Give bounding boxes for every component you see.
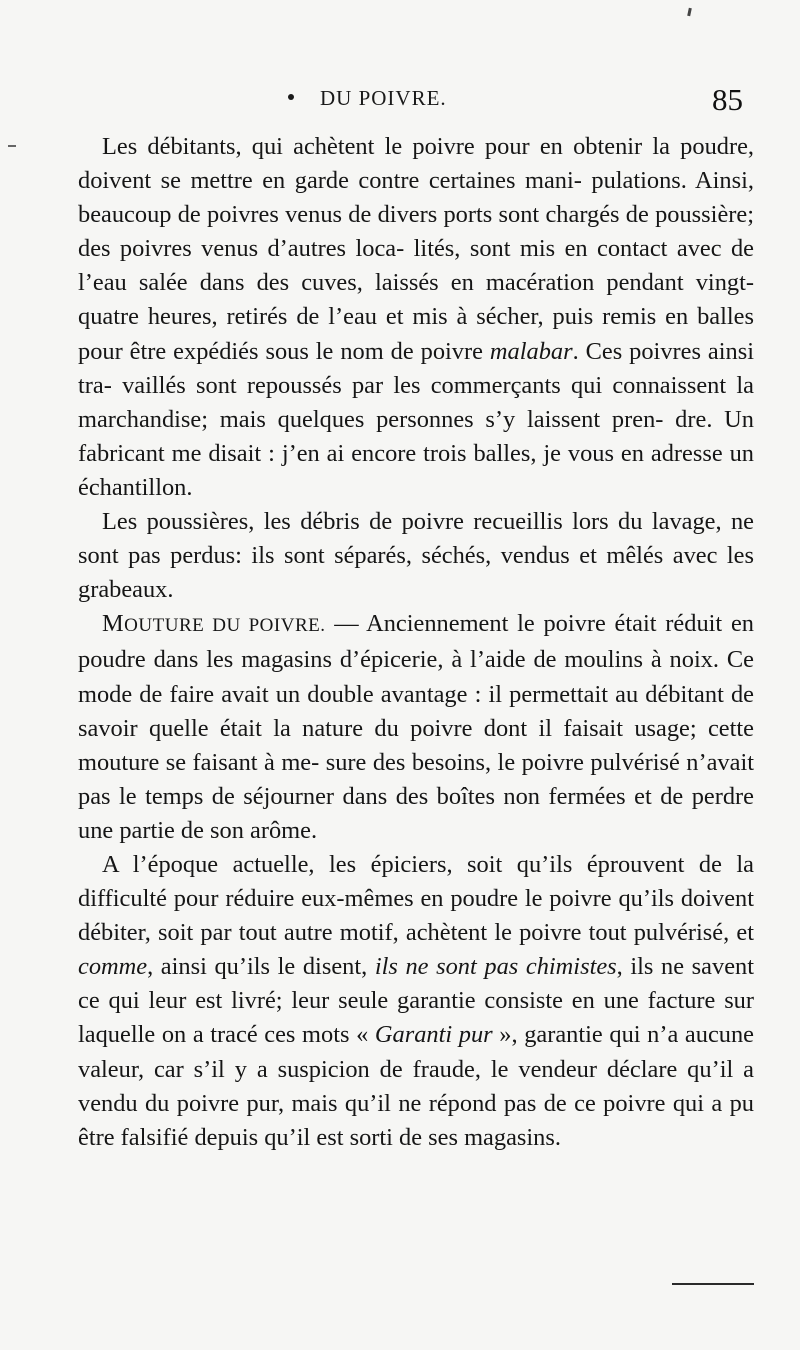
p4-text-a: A l’époque actuelle, les épiciers, soit qu’ils éprouvent de la difficulté pour réduire eux-mêmes en poudre le poivre qu’ils doivent débiter, soit par tout autre motif, achètent le poivre tout pulvérisé, et	[78, 850, 754, 947]
p1-text-f: dre. Un fabricant me disait : j’en ai encore trois balles, je vous en adresse un échantillon.	[78, 405, 754, 501]
underline-mark	[672, 1283, 754, 1285]
page-number: 85	[712, 82, 743, 117]
p1-text-e: vaillés sont repoussés par les commerçants qui connaissent la marchandise; mais quelques personnes s’y laissent pren-	[78, 371, 754, 433]
p4-italic-c: Garanti pur	[374, 1021, 493, 1049]
running-title: DU POIVRE.	[320, 86, 447, 110]
heading-rest-1: OUTURE	[124, 615, 205, 637]
body-text	[78, 130, 754, 1155]
paragraph-4	[78, 848, 754, 1155]
p4-italic-b: ils ne sont pas chimistes	[374, 953, 617, 981]
p4-text-d: », garantie qui n’a aucune valeur, car s’il y a suspicion de fraude, le vendeur déclare qu’il a vendu du poivre pur, mais qu’il ne répond pas de ce poivre qui a pu être falsifié depuis qu’il est sorti de ses magasins.	[78, 1021, 754, 1151]
p1-italic: malabar	[489, 337, 573, 365]
p4-text-b: , ainsi qu’ils le disent,	[147, 953, 375, 981]
corner-mark	[687, 8, 692, 16]
p3-text-b: sure des besoins, le poivre pulvérisé n’avait pas le temps de séjourner dans des boîtes non fermées et de perdre une partie de son arôme.	[78, 748, 755, 844]
paragraph-1	[78, 130, 754, 505]
p2-text: Les poussières, les débris de poivre recueillis lors du lavage, ne sont pas perdus: ils sont séparés, séchés, vendus et mêlés avec les grabeaux.	[78, 508, 754, 604]
p1-text-d: . Ces poivres ainsi tra-	[78, 337, 754, 399]
header-dot	[288, 94, 294, 100]
page-header	[0, 82, 800, 126]
heading-dash: —	[325, 610, 367, 638]
heading-mid: DU	[204, 615, 249, 637]
section-heading	[102, 610, 326, 638]
p1-text-b: pulations. Ainsi, beaucoup de poivres venus de divers ports sont chargés de poussière; des poivres venus d’autres loca-	[78, 167, 754, 263]
heading-cap: M	[102, 610, 125, 638]
paragraph-3	[78, 607, 754, 848]
p4-italic-a: comme	[78, 953, 148, 981]
p3-text: Anciennement le poivre était réduit en poudre dans les magasins d’épicerie, à l’aide de moulins à noix. Ce mode de faire avait un double avantage : il permettait au débitant de savoir quelle était la nature du poivre dont il faisait usage; cette mouture se faisant à me-	[78, 610, 754, 776]
margin-tick	[8, 145, 16, 147]
p1-text-a: Les débitants, qui achètent le poivre pour en obtenir la poudre, doivent se mettre en garde contre certaines mani-	[78, 133, 754, 195]
p1-text-c: lités, sont mis en contact avec de l’eau salée dans des cuves, laissés en macération pendant vingt-quatre heures, retirés de l’eau et mis à sécher, puis remis en balles pour être expédiés sous le nom de poivre	[78, 235, 754, 365]
paragraph-2	[78, 505, 754, 607]
heading-rest-2: POIVRE.	[248, 615, 326, 637]
p4-text-c: , ils ne savent ce qui leur est livré; leur seule garantie consiste en une facture sur laquelle on a tracé ces mots «	[78, 953, 754, 1049]
